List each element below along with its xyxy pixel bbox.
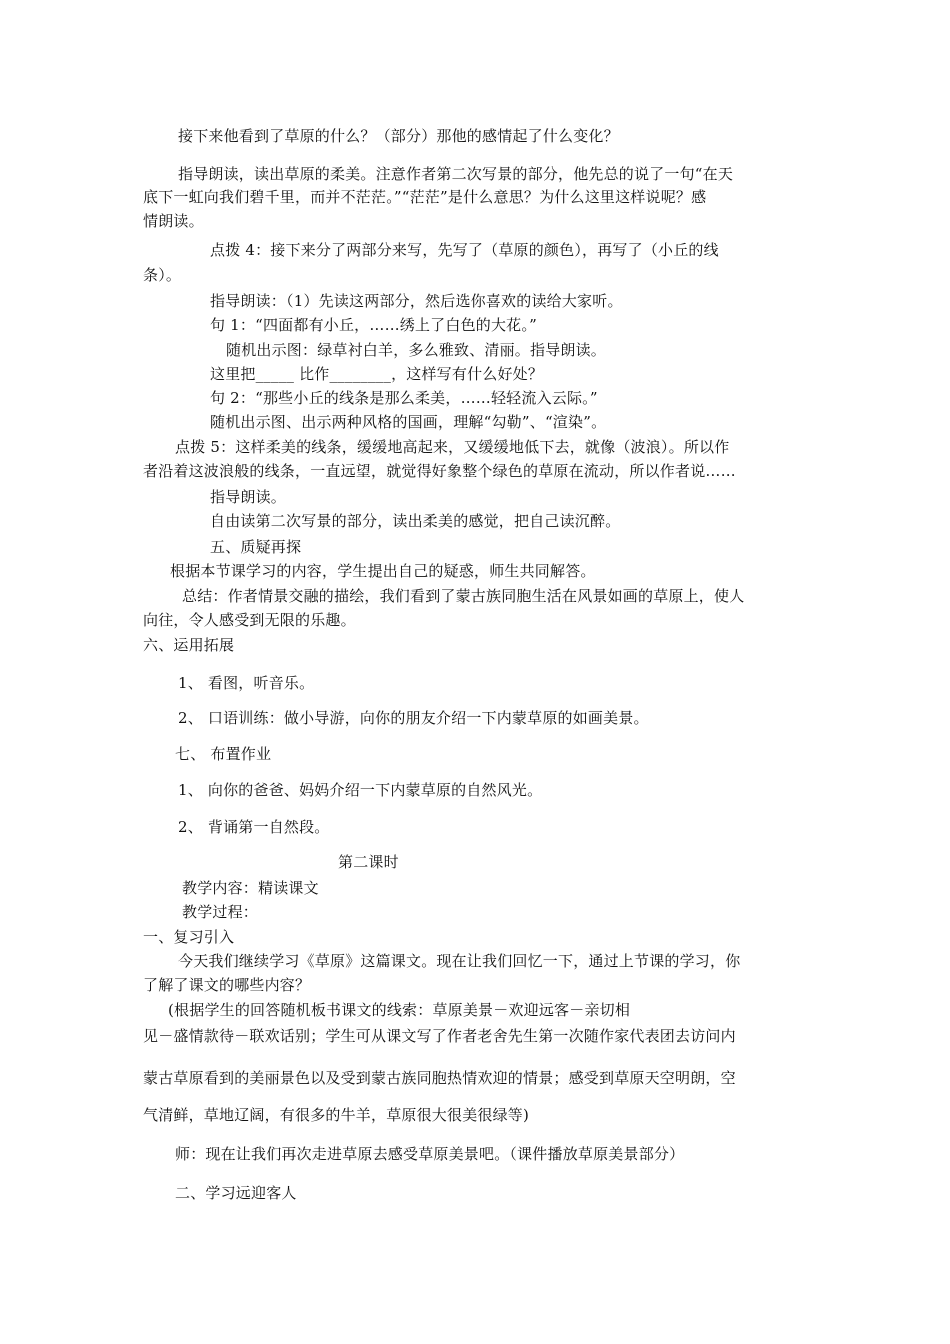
text-line: 师：现在让我们再次走进草原去感受草原美景吧。（课件播放草原美景部分） xyxy=(175,1145,685,1163)
text-line: 句 2：“那些小丘的线条是那么柔美，……轻轻流入云际。” xyxy=(210,389,598,407)
list-item: 2、 背诵第一自然段。 xyxy=(178,818,330,836)
section-heading: 六、运用拓展 xyxy=(143,636,235,654)
text-line: 指导朗读，读出草原的柔美。注意作者第二次写景的部分，他先总的说了一句“在天 xyxy=(178,165,734,183)
section-heading: 二、学习远迎客人 xyxy=(175,1184,297,1202)
text-line: 见－盛情款待－联欢话别；学生可从课文写了作者老舍先生第一次随作家代表团去访问内 xyxy=(143,1027,736,1045)
list-item: 1、 向你的爸爸、妈妈介绍一下内蒙草原的自然风光。 xyxy=(178,781,543,799)
list-item: 2、 口语训练：做小导游，向你的朋友介绍一下内蒙草原的如画美景。 xyxy=(178,709,649,727)
text-line: 随机出示图：绿草衬白羊，多么雅致、清丽。指导朗读。 xyxy=(226,341,607,359)
text-line: 向往，令人感受到无限的乐趣。 xyxy=(143,611,356,629)
text-line: 点拨 5：这样柔美的线条，缓缓地高起来，又缓缓地低下去，就像（波浪）。所以作 xyxy=(175,438,730,456)
text-line: 自由读第二次写景的部分，读出柔美的感觉，把自己读沉醉。 xyxy=(210,512,621,530)
text-line: 总结：作者情景交融的描绘，我们看到了蒙古族同胞生活在风景如画的草原上，使人 xyxy=(182,587,745,605)
text-line: 底下一虹向我们碧千里，而并不茫茫。”“茫茫”是什么意思？为什么这里这样说呢？感 xyxy=(143,188,707,206)
section-heading: 七、 布置作业 xyxy=(175,745,272,763)
text-line: 随机出示图、出示两种风格的国画，理解“勾勒”、“渲染”。 xyxy=(210,413,607,431)
text-line: 蒙古草原看到的美丽景色以及受到蒙古族同胞热情欢迎的情景；感受到草原天空明朗，空 xyxy=(143,1069,736,1087)
text-line: 者沿着这波浪般的线条，一直远望，就觉得好象整个绿色的草原在流动，所以作者说…… xyxy=(143,462,736,480)
text-line: 指导朗读。 xyxy=(210,488,287,506)
text-line: 条）。 xyxy=(143,266,182,284)
list-item: 1、 看图，听音乐。 xyxy=(178,674,315,692)
text-line: 根据本节课学习的内容，学生提出自己的疑惑，师生共同解答。 xyxy=(170,562,596,580)
section-heading: 一、复习引入 xyxy=(143,928,235,946)
section-heading: 五、质疑再探 xyxy=(210,538,302,556)
text-line: (根据学生的回答随机板书课文的线索：草原美景－欢迎远客－亲切相 xyxy=(168,1001,631,1019)
text-line: 这里把_____ 比作________，这样写有什么好处？ xyxy=(210,365,544,383)
lesson-title: 第二课时 xyxy=(338,853,399,871)
text-line: 指导朗读：（1）先读这两部分，然后选你喜欢的读给大家听。 xyxy=(210,292,623,310)
text-line: 接下来他看到了草原的什么？（部分）那他的感情起了什么变化？ xyxy=(178,127,619,145)
text-line: 情朗读。 xyxy=(143,212,204,230)
text-line: 气清鲜，草地辽阔，有很多的牛羊，草原很大很美很绿等) xyxy=(143,1106,530,1124)
text-line: 句 1：“四面都有小丘，……绣上了白色的大花。” xyxy=(210,316,537,334)
text-line: 教学过程： xyxy=(182,903,259,921)
text-line: 点拨 4：接下来分了两部分来写，先写了（草原的颜色），再写了（小丘的线 xyxy=(210,241,719,259)
text-line: 今天我们继续学习《草原》这篇课文。现在让我们回忆一下，通过上节课的学习，你 xyxy=(178,952,741,970)
text-line: 了解了课文的哪些内容？ xyxy=(143,976,311,994)
text-line: 教学内容：精读课文 xyxy=(182,879,319,897)
